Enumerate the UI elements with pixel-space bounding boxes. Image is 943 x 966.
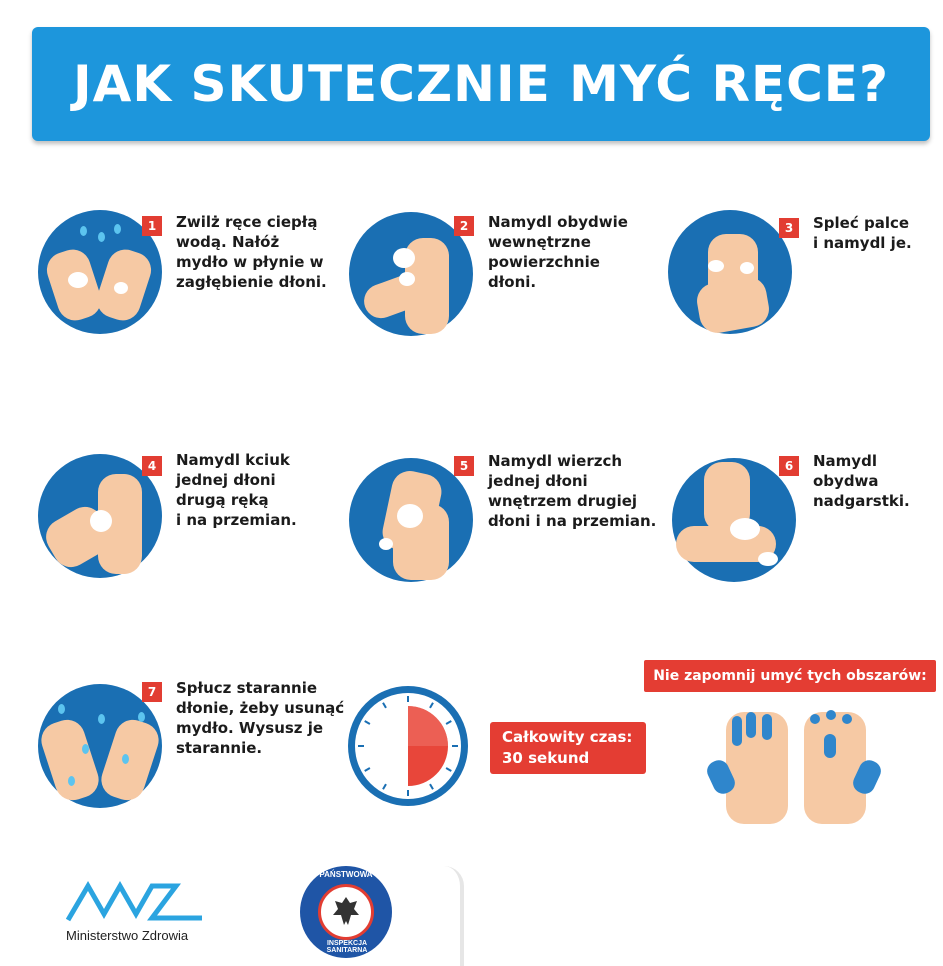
step-1-text: Zwilż ręce ciepłą wodą. Nałóż mydło w płynie w zagłębienie dłoni. bbox=[176, 213, 327, 291]
missed-areas-illustration bbox=[706, 704, 886, 828]
step-5-number-badge: 5 bbox=[454, 456, 474, 476]
reminder-banner bbox=[644, 660, 936, 692]
ministry-name: Ministerstwo Zdrowia bbox=[66, 928, 189, 943]
step-7-number-badge: 7 bbox=[142, 682, 162, 702]
step-6-illustration bbox=[672, 458, 796, 582]
timer-clock bbox=[348, 686, 468, 806]
title-banner bbox=[32, 27, 930, 141]
step-7-illustration bbox=[38, 684, 162, 808]
step-2-text: Namydl obydwie wewnętrzne powierzchnie dłoni. bbox=[488, 213, 628, 291]
ministry-logo-icon bbox=[66, 876, 206, 926]
step-4-number-badge: 4 bbox=[142, 456, 162, 476]
footer-divider bbox=[440, 866, 464, 966]
step-3-illustration bbox=[668, 210, 792, 334]
step-7-text: Spłucz starannie dłonie, żeby usunąć mydło. Wysusz je starannie. bbox=[176, 679, 345, 757]
reminder-text: Nie zapomnij umyć tych obszarów: bbox=[653, 668, 927, 684]
step-6-text: Namydl obydwa nadgarstki. bbox=[813, 452, 910, 510]
seal-top-text: PAŃSTWOWA bbox=[319, 870, 373, 879]
step-1-number-badge: 1 bbox=[142, 216, 162, 236]
step-3-text: Spleć palce i namydl je. bbox=[813, 214, 912, 252]
step-3-number-badge: 3 bbox=[779, 218, 799, 238]
step-6-number-badge: 6 bbox=[779, 456, 799, 476]
step-5-text: Namydl wierzch jednej dłoni wnętrzem drugiej dłoni i na przemian. bbox=[488, 452, 657, 530]
timer-face-icon bbox=[355, 693, 461, 799]
step-5-illustration bbox=[349, 458, 473, 582]
total-time-badge: Całkowity czas: 30 sekund bbox=[490, 722, 646, 774]
page-title: JAK SKUTECZNIE MYĆ RĘCE? bbox=[73, 55, 889, 113]
step-2-number-badge: 2 bbox=[454, 216, 474, 236]
step-4-text: Namydl kciuk jednej dłoni drugą ręką i na przemian. bbox=[176, 451, 297, 529]
seal-bottom-text: INSPEKCJA SANITARNA bbox=[326, 940, 368, 954]
eagle-emblem-icon bbox=[321, 887, 371, 937]
